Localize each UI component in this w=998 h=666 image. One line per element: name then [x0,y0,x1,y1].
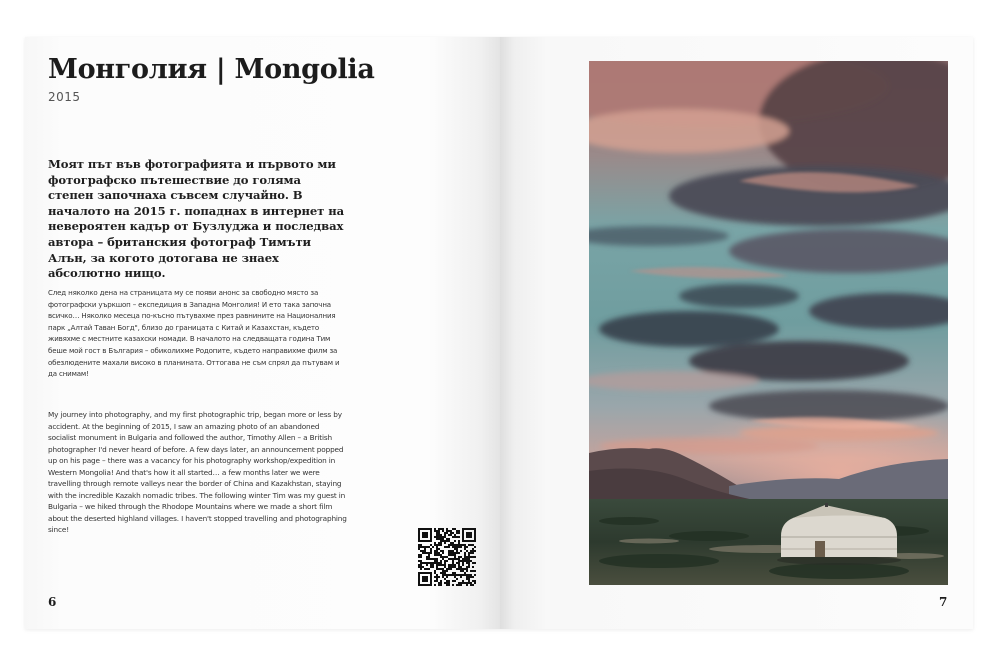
qr-code-icon[interactable] [418,528,476,586]
mongolia-landscape-photo [589,61,948,585]
year-label: 2015 [48,90,81,104]
body-text-english: My journey into photography, and my first photographic trip, began more or less by accident. At the beginning of 2015, I saw an amazing photo of an abandoned socialist monument in Bulgaria and followed the author, Timothy Allen – a British photographer I'd never heard of before. A few days later, an announcement popped up on his page – there was a vacancy for his photography workshop/expedition in Western Mongolia! And that's how it all started… a few months later we were travelling through remote valleys near the border of China and Kazakhstan, staying with the incredible Kazakh nomadic tribes. The following winter Tim was my guest in Bulgaria – we hiked through the Rhodope Mountains where we made a short film about the deserted highland villages. I haven't stopped travelling and photographing since! [48,410,347,534]
body-text-bulgarian: След няколко дена на страницата му се появи анонс за свободно място за фотографски уъркшоп – експедиция в Западна Монголия! И ето така започна всичко… Няколко месеца по-късно пътувахме през равнините на Националния парк „Алтай Таван Богд", близо до границата с Китай и Казахстан, където живяхме с местните казахски номади. В началото на следващата година Тим беше мой гост в България – обиколихме Родопите, където направихме филм за обезлюдените махали високо в планината. Оттогава не съм спрял да пътувам и да снимам! [48,288,340,379]
lead-paragraph: Моят път във фотографията и първото ми фотографско пътешествие до голяма степен започнаха съвсем случайно. В началото на 2015 г. попаднах в интернет на невероятен кадър от Бузлуджа и последвах автора – британския фотограф Тимъти Алън, за когото дотогава не знаех абсолютно нищо. [48,157,344,281]
page-number-left: 6 [48,595,57,609]
page-title: Монголия | Mongolia [48,54,375,85]
page-number-right: 7 [939,595,948,609]
